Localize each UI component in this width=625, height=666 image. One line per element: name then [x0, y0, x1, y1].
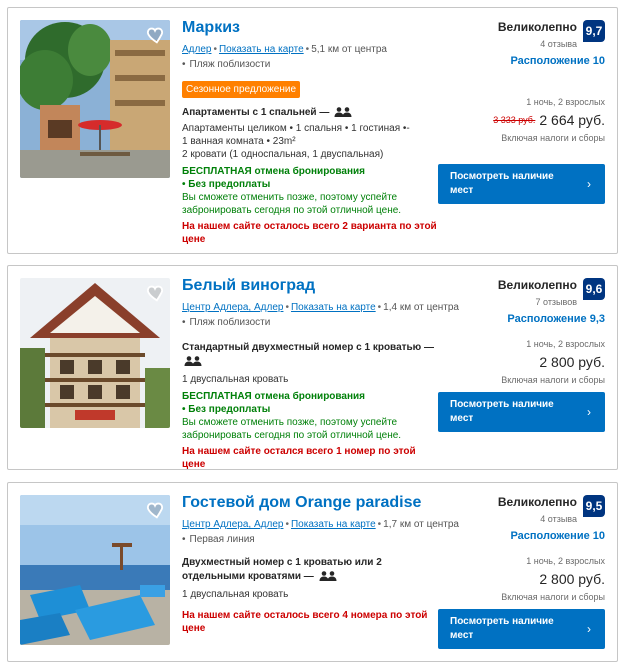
hotel-info	[182, 18, 437, 246]
chevron-right-icon: ›	[587, 177, 591, 191]
location-line: Центр Адлера, Адлер • Показать на карте • 1,7 км от центра	[182, 519, 459, 530]
chevron-right-icon: ›	[587, 405, 591, 419]
hotel-card	[7, 7, 618, 254]
show-on-map-link[interactable]: Показать на карте	[290, 519, 376, 530]
hotel-photo[interactable]	[20, 495, 170, 645]
distance-text: 1,7 км от центра	[383, 519, 459, 530]
show-on-map-link[interactable]: Показать на карте	[290, 302, 376, 313]
free-cancel-text: БЕСПЛАТНАЯ отмена бронирования	[182, 391, 366, 402]
review-score-block[interactable]	[435, 18, 605, 50]
free-cancel-text: БЕСПЛАТНАЯ отмена бронирования	[182, 166, 366, 177]
beach-text: • Пляж поблизости	[182, 58, 437, 71]
stay-info: 1 ночь, 2 взрослых	[526, 97, 605, 107]
area-link[interactable]: Центр Адлера, Адлер	[182, 519, 284, 530]
price-row	[435, 353, 605, 371]
check-availability-button[interactable]	[438, 609, 605, 649]
area-link[interactable]: Центр Адлера, Адлер	[182, 302, 284, 313]
show-on-map-link[interactable]: Показать на карте	[218, 44, 304, 55]
room-title	[182, 341, 437, 369]
price-panel	[435, 276, 605, 386]
heart-icon[interactable]	[144, 24, 166, 46]
hotel-info	[182, 493, 459, 635]
location-score: Расположение 10	[510, 530, 605, 542]
scarcity-text: На нашем сайте остался всего 1 номер по этой цене	[182, 446, 416, 470]
room-title-text: Апартаменты с 1 спальней	[182, 107, 317, 118]
cancel-note: Вы сможете отменить позже, поэтому успейте забронировать сегодня по этой отличной цене.	[182, 192, 402, 216]
scarcity-text: На нашем сайте осталось всего 4 номера по этой цене	[182, 610, 428, 634]
stay-info: 1 ночь, 2 взрослых	[526, 556, 605, 566]
rating-word: Великолепно	[497, 495, 577, 509]
people-icon	[319, 571, 337, 581]
price: 2 664 руб.	[539, 112, 605, 128]
rating-word: Великолепно	[497, 20, 577, 34]
heart-icon[interactable]	[144, 499, 166, 521]
check-availability-button[interactable]	[438, 164, 605, 204]
location-line: Адлер • Показать на карте • 5,1 км от центра	[182, 44, 387, 55]
price-panel	[435, 18, 605, 144]
hotel-card	[7, 482, 618, 662]
old-price: 3 333 руб.	[493, 115, 536, 125]
location-line: Центр Адлера, Адлер • Показать на карте • 1,4 км от центра	[182, 302, 459, 313]
hotel-name-link[interactable]: Белый виноград	[182, 277, 316, 294]
hotel-photo[interactable]	[20, 20, 170, 178]
hotel-info	[182, 276, 459, 471]
room-detail: 1 двуспальная кровать	[182, 589, 289, 600]
people-icon	[184, 356, 202, 366]
cta-label: Посмотреть наличие мест	[450, 171, 554, 196]
taxes-text: Включая налоги и сборы	[501, 375, 605, 386]
score-badge: 9,6	[583, 278, 605, 300]
stay-info: 1 ночь, 2 взрослых	[526, 339, 605, 349]
hotel-name-link[interactable]: Маркиз	[182, 19, 240, 36]
price: 2 800 руб.	[539, 354, 605, 370]
cta-label: Посмотреть наличие мест	[450, 616, 554, 641]
review-score-block[interactable]	[435, 493, 605, 525]
no-prepay-text: • Без предоплаты	[182, 179, 271, 190]
location-score: Расположение 9,3	[507, 313, 605, 325]
hotel-name-link[interactable]: Гостевой дом Orange paradise	[182, 494, 422, 511]
chevron-right-icon: ›	[587, 622, 591, 636]
taxes-text: Включая налоги и сборы	[501, 133, 605, 144]
review-score-block[interactable]	[435, 276, 605, 308]
distance-text: 5,1 км от центра	[311, 44, 387, 55]
taxes-text: Включая налоги и сборы	[501, 592, 605, 603]
location-score: Расположение 10	[510, 55, 605, 67]
room-detail: 2 кровати (1 односпальная, 1 двуспальная)	[182, 149, 384, 160]
no-prepay-text: • Без предоплаты	[182, 404, 271, 415]
room-title: Апартаменты с 1 спальней —	[182, 106, 437, 120]
hotel-photo[interactable]	[20, 278, 170, 428]
beach-text: • Пляж поблизости	[182, 316, 437, 329]
season-badge: Сезонное предложение	[182, 81, 300, 98]
cancel-note: Вы сможете отменить позже, поэтому успейте забронировать сегодня по этой отличной цене.	[182, 417, 402, 441]
scarcity-text: На нашем сайте осталось всего 2 варианта по этой цене	[182, 221, 437, 245]
cta-label: Посмотреть наличие мест	[450, 399, 554, 424]
review-count: 4 отзыва	[540, 514, 577, 524]
score-badge: 9,5	[583, 495, 605, 517]
area-link[interactable]: Адлер	[182, 44, 212, 55]
rating-word: Великолепно	[497, 278, 577, 292]
price-row	[435, 111, 605, 129]
room-detail: Апартаменты целиком • 1 спальня • 1 гостиная •-	[182, 123, 410, 134]
beach-text: • Первая линия	[182, 533, 437, 546]
room-detail: 1 двуспальная кровать	[182, 374, 289, 385]
hotel-card	[7, 265, 618, 470]
room-title-text: Двухместный номер с 1 кроватью или 2 отдельными кроватями —	[182, 557, 382, 582]
heart-icon[interactable]	[144, 282, 166, 304]
check-availability-button[interactable]	[438, 392, 605, 432]
score-badge: 9,7	[583, 20, 605, 42]
distance-text: 1,4 км от центра	[383, 302, 459, 313]
people-icon	[334, 107, 352, 117]
price-panel	[435, 493, 605, 603]
price: 2 800 руб.	[539, 571, 605, 587]
room-title	[182, 556, 437, 584]
price-row	[435, 570, 605, 588]
review-count: 7 отзывов	[535, 297, 577, 307]
room-title-text: Стандартный двухместный номер с 1 кроватью —	[182, 342, 434, 353]
review-count: 4 отзыва	[540, 39, 577, 49]
room-detail: 1 ванная комната • 23m²	[182, 136, 296, 147]
